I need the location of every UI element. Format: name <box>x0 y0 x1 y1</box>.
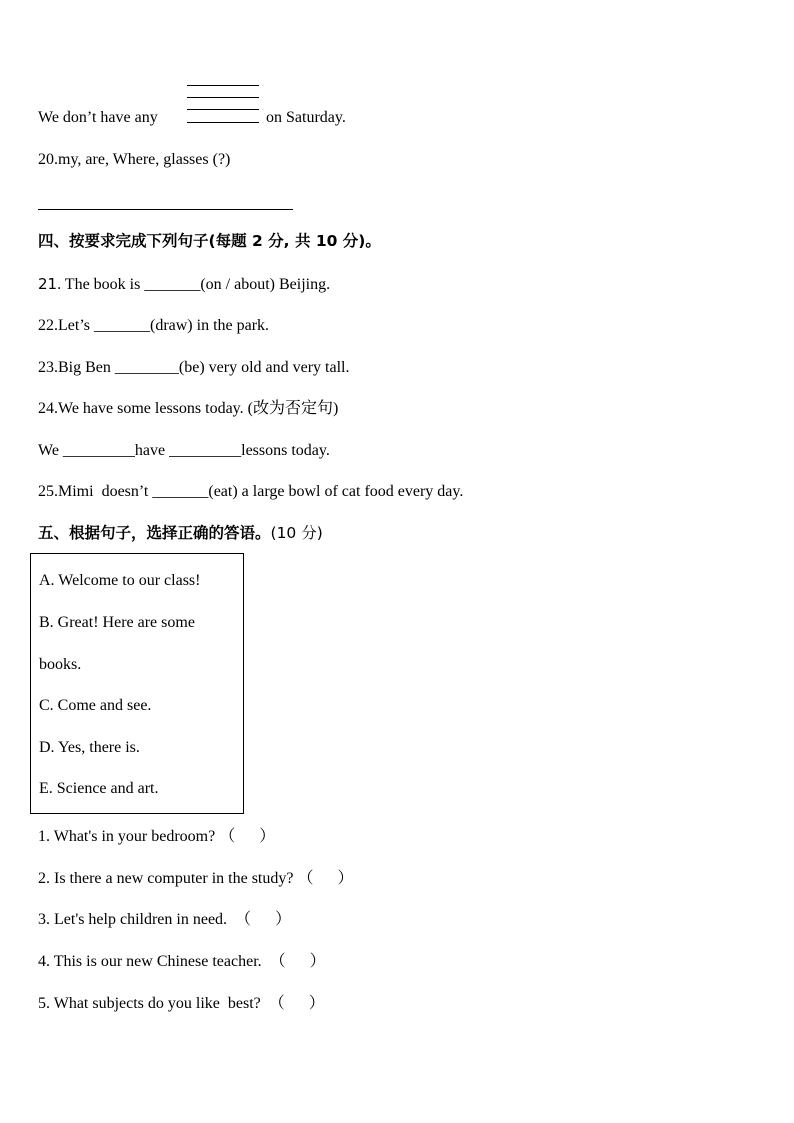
answer-bracket[interactable]: （ ） <box>297 870 354 887</box>
answer-blank-line <box>187 109 259 110</box>
option-c: C. Come and see. <box>39 697 152 714</box>
q21-prompt <box>38 274 330 295</box>
q21-number: 21 <box>38 275 58 293</box>
q24-prompt: 24.We have some lessons today. (改为否定句) <box>38 400 339 417</box>
question-1 <box>38 827 289 847</box>
q22-prompt: 22.Let’s _______(draw) in the park. <box>38 317 270 334</box>
answer-options-box <box>30 553 244 814</box>
section-5-heading <box>38 523 323 543</box>
answer-blank-line <box>187 85 259 86</box>
q20-prompt: 20.my, are, Where, glasses (?) <box>38 151 231 168</box>
section-5-title: 五、根据句子，选择正确的答语。 <box>38 524 271 542</box>
answer-bracket[interactable]: （ ） <box>235 911 292 928</box>
q21-text: . The book is _______(on / about) Beijing. <box>57 276 331 293</box>
answer-bracket[interactable]: （ ） <box>269 953 326 970</box>
q24-answer-line: We _________have _________lessons today. <box>38 442 330 459</box>
question-4 <box>38 952 340 972</box>
q20-answer-line <box>38 209 293 210</box>
question-2 <box>38 869 367 889</box>
q23-prompt: 23.Big Ben ________(be) very old and very tall. <box>38 359 350 376</box>
answer-bracket[interactable]: （ ） <box>268 995 325 1012</box>
q25-prompt: 25.Mimi doesn’t _______(eat) a large bowl of cat food every day. <box>38 483 464 500</box>
option-b: B. Great! Here are some <box>39 614 195 631</box>
question-5 <box>38 994 339 1014</box>
question-4-text: 4. This is our new Chinese teacher. <box>38 953 262 970</box>
question-2-text: 2. Is there a new computer in the study? <box>38 870 294 887</box>
option-b-continued: books. <box>39 656 82 673</box>
question-3-text: 3. Let's help children in need. <box>38 911 228 928</box>
question-1-text: 1. What's in your bedroom? <box>38 828 216 845</box>
q19-sentence-start: We don’t have any <box>38 109 162 126</box>
option-d: D. Yes, there is. <box>39 739 140 756</box>
option-a: A. Welcome to our class! <box>39 572 201 589</box>
q19-sentence-end: on Saturday. <box>262 109 346 126</box>
answer-bracket[interactable]: （ ） <box>219 828 276 845</box>
question-5-text: 5. What subjects do you like best? <box>38 995 261 1012</box>
section-4-heading: 四、按要求完成下列句子(每题 2 分, 共 10 分)。 <box>38 232 381 250</box>
option-e: E. Science and art. <box>39 780 159 797</box>
answer-blank-line <box>187 97 259 98</box>
answer-blank-line <box>187 122 259 123</box>
section-5-points: (10 分) <box>270 524 323 542</box>
question-3 <box>38 910 305 930</box>
